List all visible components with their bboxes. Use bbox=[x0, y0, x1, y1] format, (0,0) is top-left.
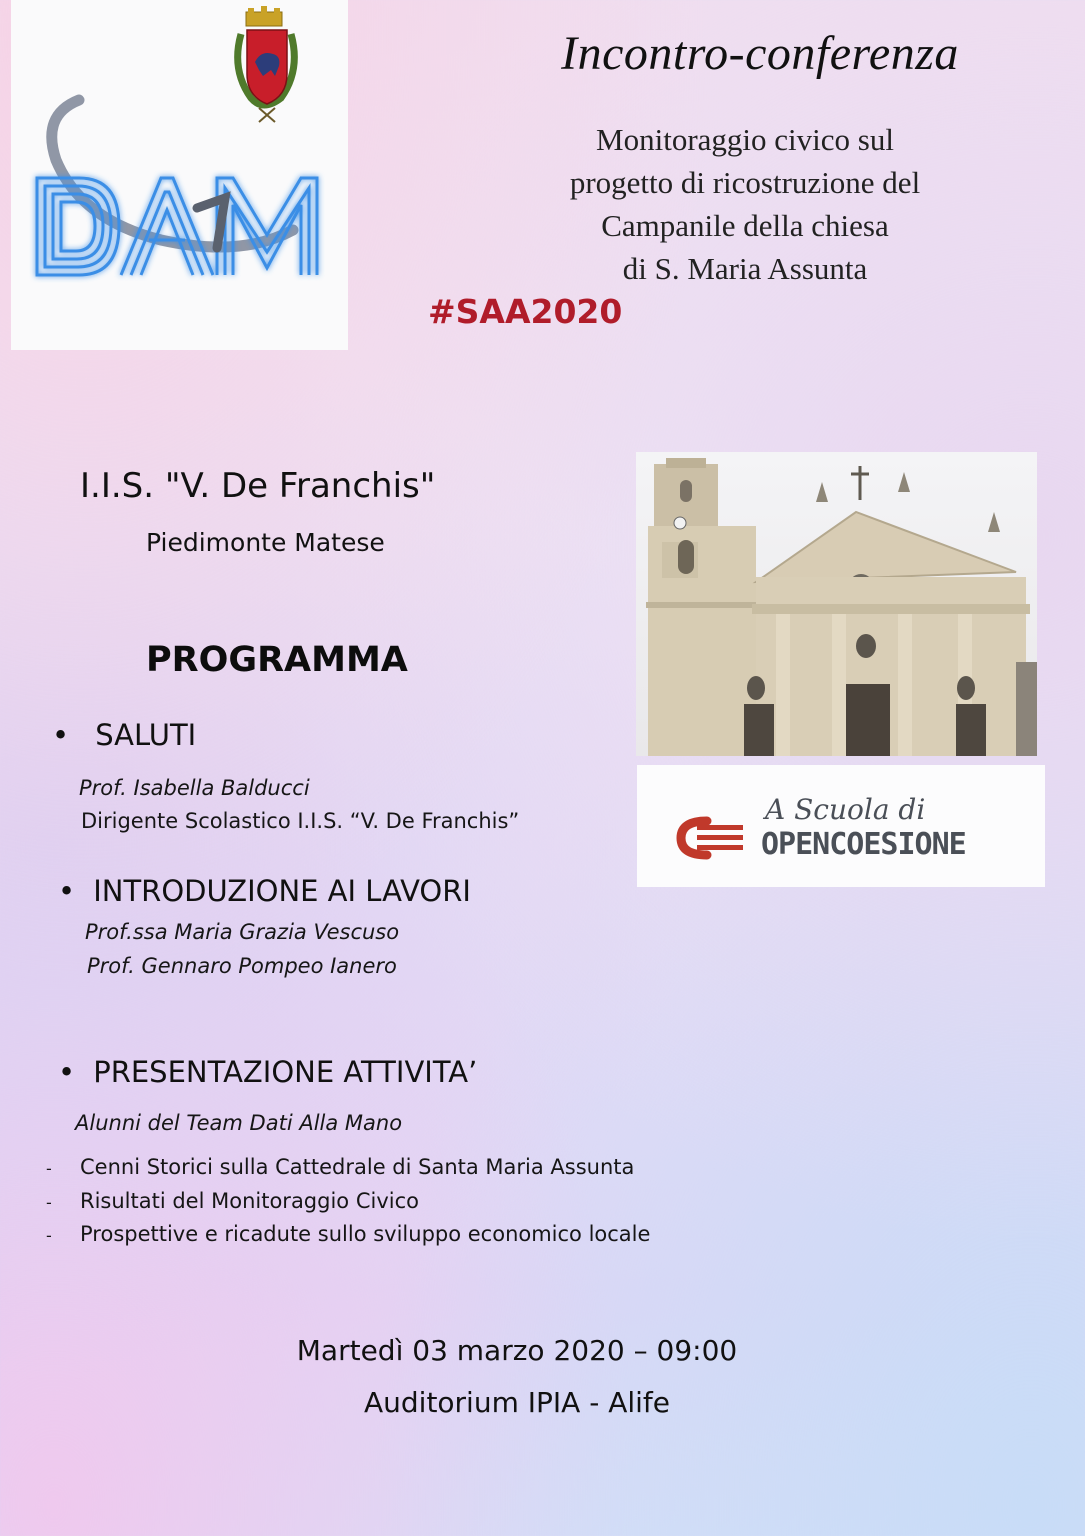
speaker-name: Prof. Isabella Balducci bbox=[79, 776, 310, 800]
section-presentazione bbox=[58, 1055, 477, 1089]
list-item: - Risultati del Monitoraggio Civico bbox=[46, 1185, 419, 1219]
bullet-icon: • bbox=[58, 874, 76, 908]
section-title: SALUTI bbox=[95, 718, 197, 752]
event-subtitle bbox=[505, 118, 985, 290]
bullet-icon: • bbox=[52, 718, 70, 752]
subtitle-line: Campanile della chiesa bbox=[601, 208, 889, 243]
event-venue: Auditorium IPIA - Alife bbox=[363, 1386, 671, 1419]
school-name: I.I.S. "V. De Franchis" bbox=[80, 466, 436, 506]
presenters: Alunni del Team Dati Alla Mano bbox=[75, 1111, 403, 1135]
subtitle-line: di S. Maria Assunta bbox=[622, 251, 868, 286]
sponsor-line1: A Scuola di bbox=[765, 793, 926, 826]
opencoesione-logo bbox=[637, 765, 1045, 887]
list-item: - Prospettive e ricadute sullo sviluppo economico locale bbox=[46, 1218, 650, 1252]
speaker-name: Prof.ssa Maria Grazia Vescuso bbox=[85, 920, 400, 944]
bullet-icon: • bbox=[58, 1055, 76, 1089]
section-introduzione bbox=[58, 874, 471, 908]
list-item: - Cenni Storici sulla Cattedrale di Santa Maria Assunta bbox=[46, 1151, 634, 1185]
dam-letters bbox=[37, 178, 317, 275]
school-city: Piedimonte Matese bbox=[146, 528, 385, 557]
program-heading: PROGRAMMA bbox=[146, 640, 408, 680]
dam-logo-panel bbox=[11, 0, 348, 350]
section-saluti bbox=[52, 718, 196, 752]
dash-icon: - bbox=[46, 1159, 52, 1178]
section-title: PRESENTAZIONE ATTIVITA’ bbox=[93, 1055, 478, 1089]
speaker-role: Dirigente Scolastico I.I.S. “V. De Franchis” bbox=[81, 809, 520, 833]
dash-icon: - bbox=[46, 1226, 52, 1245]
section-title: INTRODUZIONE AI LAVORI bbox=[93, 874, 471, 908]
sponsor-line2: OPENCOESIONE bbox=[761, 827, 966, 862]
speaker-name: Prof. Gennaro Pompeo Ianero bbox=[87, 954, 397, 978]
dam-logo bbox=[11, 0, 348, 350]
page-title: Incontro-conferenza bbox=[561, 27, 959, 80]
church-photo bbox=[636, 452, 1037, 756]
church-illustration bbox=[636, 452, 1037, 756]
subtitle-line: Monitoraggio civico sul bbox=[596, 122, 894, 157]
coat-of-arms-icon bbox=[238, 6, 295, 122]
subtitle-line: progetto di ricostruzione del bbox=[569, 165, 921, 200]
opencoesione-icon bbox=[637, 765, 1045, 887]
hashtag: #SAA2020 bbox=[428, 292, 623, 331]
dash-icon: - bbox=[46, 1193, 52, 1212]
event-date-time: Martedì 03 marzo 2020 – 09:00 bbox=[296, 1334, 738, 1367]
